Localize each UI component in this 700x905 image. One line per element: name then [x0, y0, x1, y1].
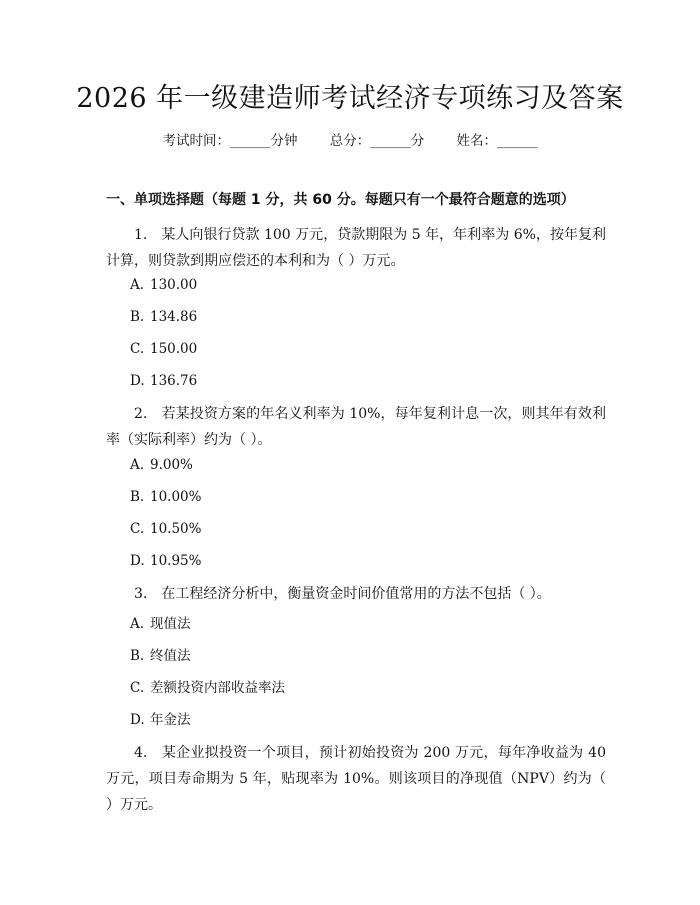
question-3: 3. 在工程经济分析中，衡量资金时间价值常用的方法不包括（ ）。: [134, 586, 551, 602]
section-heading: 一、单项选择题（每题 1 分，共 60 分。每题只有一个最符合题意的选项）: [106, 192, 575, 208]
option-letter: D.: [130, 553, 145, 569]
option-text: 136.76: [150, 373, 198, 389]
option-letter: A.: [130, 616, 145, 632]
option-letter: B.: [130, 489, 145, 505]
option-text: 134.86: [150, 309, 198, 325]
option-text: 130.00: [150, 277, 198, 293]
option-text: 年金法: [150, 712, 191, 728]
option-text: 10.95%: [150, 553, 202, 569]
exam-time-field: 考试时间：______分钟: [162, 133, 298, 149]
total-score-field: 总分：______分: [329, 133, 425, 149]
option-letter: B.: [130, 309, 145, 325]
option-text: 150.00: [150, 341, 198, 357]
option-letter: A.: [130, 277, 145, 293]
question-2-option-c[interactable]: [130, 519, 590, 539]
option-text: 终值法: [150, 648, 191, 664]
question-2: 2. 若某投资方案的年名义利率为 10%，每年复利计息一次，则其年有效利率（实际利率）约为（ ）。: [106, 406, 606, 448]
option-letter: C.: [130, 341, 145, 357]
question-3-option-d[interactable]: [130, 710, 590, 730]
option-text: 9.00%: [150, 457, 193, 473]
option-letter: B.: [130, 648, 145, 664]
question-1-option-a[interactable]: [130, 275, 590, 295]
option-letter: C.: [130, 521, 145, 537]
option-letter: C.: [130, 680, 145, 696]
option-text: 10.00%: [150, 489, 202, 505]
page-title: 2026 年一级建造师考试经济专项练习及答案: [76, 83, 624, 114]
question-3-option-a[interactable]: [130, 614, 590, 634]
exam-meta: [0, 131, 700, 151]
option-letter: D.: [130, 712, 145, 728]
option-text: 10.50%: [150, 521, 202, 537]
question-2-option-b[interactable]: [130, 487, 590, 507]
question-1: 1. 某人向银行贷款 100 万元，贷款期限为 5 年，年利率为 6%，按年复利计算，则贷款到期应偿还的本利和为（ ）万元。: [106, 227, 606, 269]
question-1-option-b[interactable]: [130, 307, 590, 327]
option-text: 差额投资内部收益率法: [150, 680, 285, 696]
name-field: 姓名：______: [456, 133, 538, 149]
question-2-option-d[interactable]: [130, 551, 590, 571]
question-3-option-c[interactable]: [130, 678, 590, 698]
option-text: 现值法: [150, 616, 191, 632]
question-3-option-b[interactable]: [130, 646, 590, 666]
question-4: 4. 某企业拟投资一个项目，预计初始投资为 200 万元，每年净收益为 40 万元，项目寿命期为 5 年，贴现率为 10%。则该项目的净现值（NPV）约为（ ）万元。: [106, 745, 606, 813]
option-letter: A.: [130, 457, 145, 473]
option-letter: D.: [130, 373, 145, 389]
question-1-option-c[interactable]: [130, 339, 590, 359]
question-1-option-d[interactable]: [130, 371, 590, 391]
question-2-option-a[interactable]: [130, 455, 590, 475]
